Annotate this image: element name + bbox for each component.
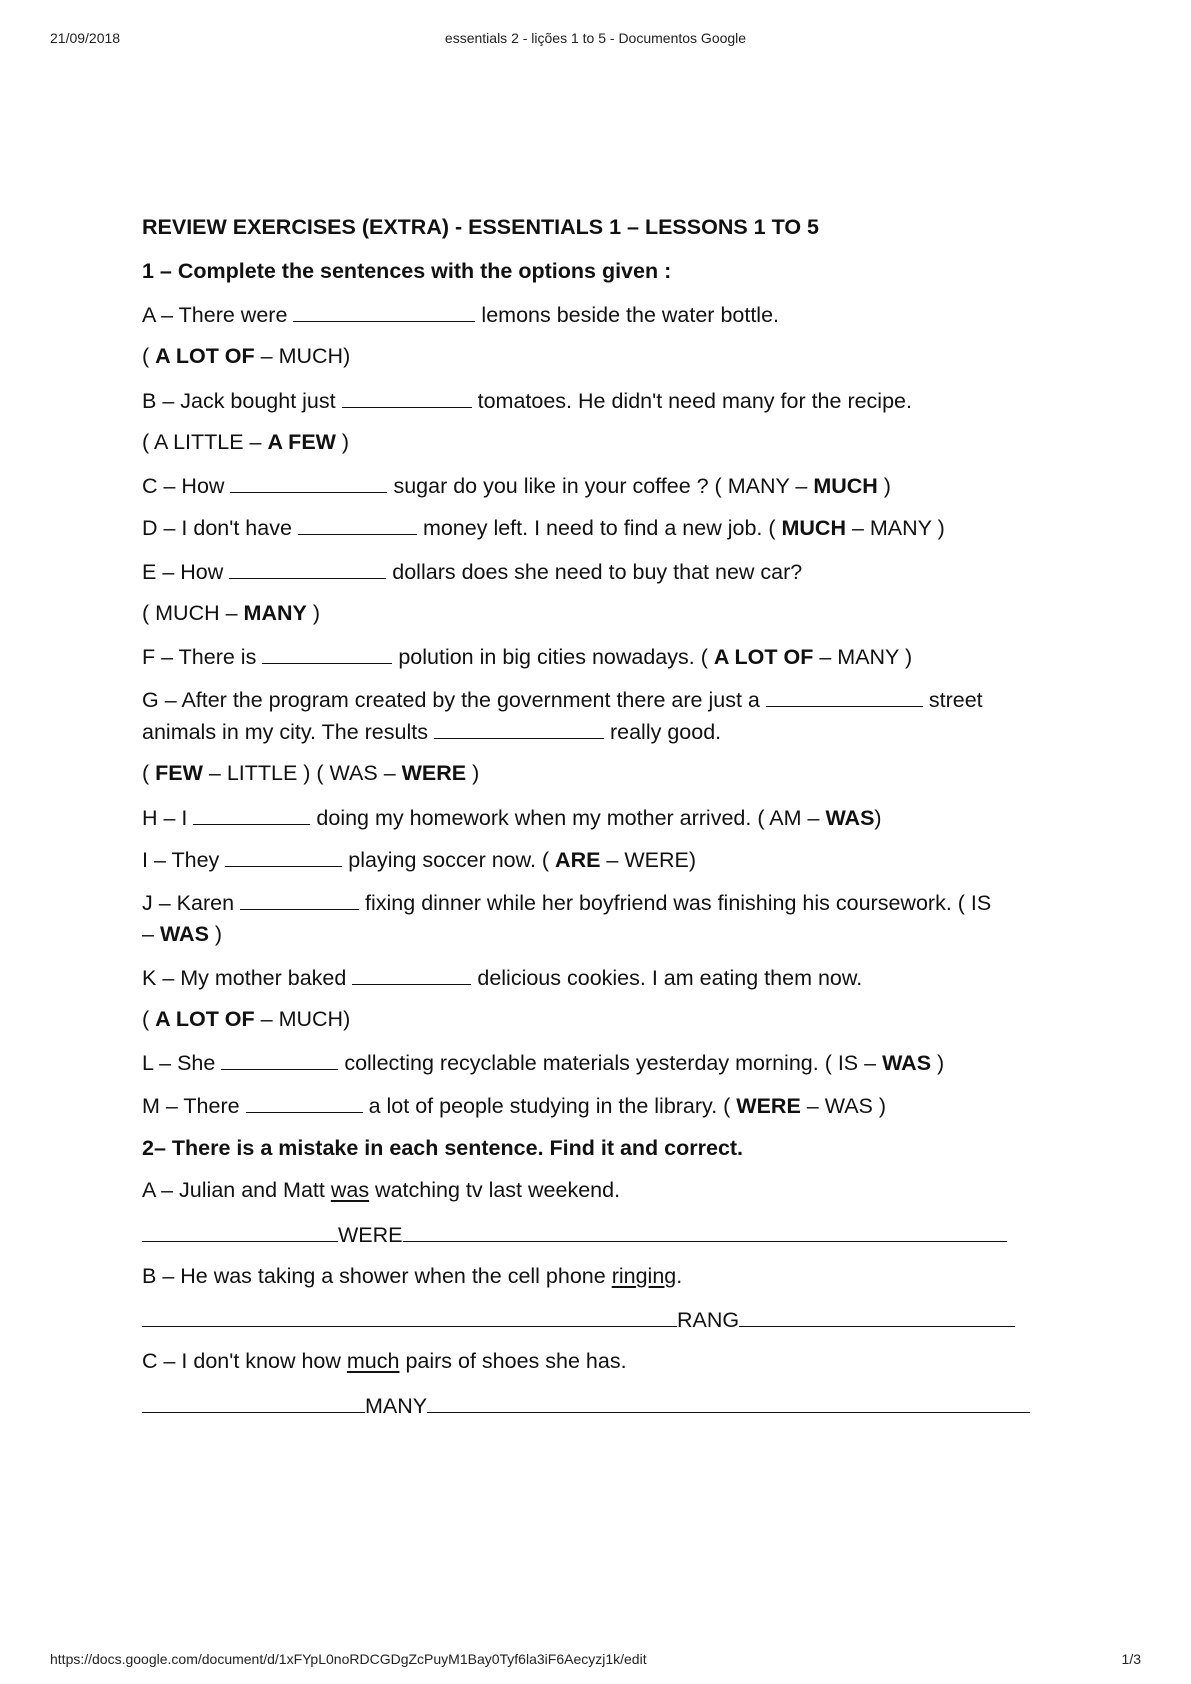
text: ) (931, 1051, 945, 1075)
text: ( (142, 1007, 156, 1031)
text: G – After the program created by the government there are just a (142, 688, 760, 712)
mistake-word: much (346, 1349, 400, 1373)
section-heading (142, 258, 671, 284)
text: ) (306, 601, 320, 625)
text: M – There (142, 1094, 240, 1118)
exercise-line (142, 1392, 1030, 1419)
bold-text: WAS (159, 922, 209, 946)
answer-line (142, 1221, 338, 1242)
text: money left. I need to find a new job. ( (422, 516, 782, 540)
exercise-line (142, 1306, 1015, 1333)
text: H – I (142, 806, 188, 830)
exercise-line (142, 343, 350, 369)
text: ) (335, 430, 350, 454)
text: pairs of shoes she has. (399, 1349, 627, 1373)
bold-text: WAS (882, 1051, 932, 1075)
text: animals in my city. The results (142, 720, 428, 744)
answer-blank (352, 964, 471, 985)
text: tomatoes. He didn't need many for the recipe. (477, 389, 912, 413)
answer-blank (221, 1049, 338, 1070)
text: – MANY ) (813, 645, 913, 669)
text: ( (142, 761, 156, 785)
answer-blank (342, 387, 472, 408)
exercise-line (142, 889, 991, 916)
text: ) (208, 922, 223, 946)
exercise-line (142, 387, 912, 414)
text: playing soccer now. ( (348, 848, 556, 872)
text: a lot of people studying in the library. ( (368, 1094, 737, 1118)
bold-text: MANY (243, 601, 307, 625)
exercise-line (142, 1348, 627, 1374)
exercise-line (142, 514, 945, 541)
exercise-line (142, 1263, 682, 1289)
exercise-line (142, 846, 696, 873)
bold-text: WERE (401, 761, 467, 785)
answer-blank (434, 718, 604, 739)
bold-text: A LOT OF (155, 344, 255, 368)
exercise-line (142, 558, 802, 585)
text: delicious cookies. I am eating them now. (477, 966, 863, 990)
answer-blank (293, 301, 475, 322)
text: ( (142, 344, 156, 368)
text: B – Jack bought just (142, 389, 336, 413)
answer-blank (298, 514, 417, 535)
mistake-word: ringing (611, 1264, 677, 1288)
document-title (142, 214, 819, 240)
text: E – How (142, 560, 224, 584)
text: sugar do you like in your coffee ? ( MANY – (393, 474, 814, 498)
text: street (928, 688, 983, 712)
text: L – She (142, 1051, 216, 1075)
exercise-line (142, 1006, 350, 1032)
bold-text: WAS (825, 806, 875, 830)
text: RANG (677, 1308, 740, 1332)
exercise-line (142, 301, 779, 328)
text: ) (874, 806, 882, 830)
bold-text: MUCH (781, 516, 846, 540)
text: lemons beside the water bottle. (481, 303, 780, 327)
exercise-line (142, 1177, 620, 1203)
text: C – I don't know how (142, 1349, 347, 1373)
text: A – Julian and Matt (142, 1178, 331, 1202)
bold-text: A LOT OF (713, 645, 814, 669)
text: – MUCH) (254, 1007, 351, 1031)
text: fixing dinner while her boyfriend was finishing his coursework. ( IS (365, 891, 992, 915)
text: collecting recyclable materials yesterday morning. ( IS – (344, 1051, 883, 1075)
answer-line (739, 1306, 1015, 1327)
text: C – How (142, 474, 225, 498)
text: I – They (142, 848, 220, 872)
print-date: 21/09/2018 (50, 30, 121, 46)
text: K – My mother baked (142, 966, 347, 990)
bold-text: A FEW (267, 430, 336, 454)
text: polution in big cities nowadays. ( (398, 645, 714, 669)
text: B – He was taking a shower when the cell phone (142, 1264, 612, 1288)
answer-blank (240, 889, 359, 910)
text: . (676, 1264, 683, 1288)
text: watching tv last weekend. (369, 1178, 621, 1202)
text: ) (466, 761, 480, 785)
exercise-line (142, 472, 891, 499)
text: A – There were (142, 303, 288, 327)
answer-line (403, 1221, 1007, 1242)
text: – MANY ) (845, 516, 945, 540)
bold-text: FEW (155, 761, 203, 785)
answer-line (142, 1306, 677, 1327)
text: dollars does she need to buy that new car? (392, 560, 803, 584)
text: D – I don't have (142, 516, 292, 540)
bold-text: 1 – Complete the sentences with the options given : (142, 259, 672, 283)
text: ( A LITTLE – (142, 430, 268, 454)
exercise-line (142, 643, 912, 670)
exercise-line (142, 1221, 1007, 1248)
text: MANY (365, 1394, 428, 1418)
answer-blank (193, 804, 310, 825)
answer-blank (246, 1092, 363, 1113)
answer-blank (230, 472, 387, 493)
exercise-line (142, 921, 222, 947)
exercise-line (142, 429, 349, 455)
section-heading (142, 1135, 743, 1161)
answer-line (427, 1392, 1030, 1413)
exercise-line (142, 1092, 886, 1119)
answer-blank (229, 558, 386, 579)
text: – WERE) (600, 848, 697, 872)
bold-text: REVIEW EXERCISES (EXTRA) - ESSENTIALS 1 – LESSONS 1 TO 5 (142, 215, 819, 239)
text: doing my homework when my mother arrived. ( AM – (316, 806, 826, 830)
bold-text: ARE (555, 848, 601, 872)
exercise-line (142, 600, 320, 626)
bold-text: WERE (736, 1094, 801, 1118)
text: F – There is (142, 645, 257, 669)
answer-blank (225, 846, 342, 867)
exercise-line (142, 718, 721, 745)
exercise-line (142, 686, 983, 713)
text: ) (877, 474, 891, 498)
text: – WAS ) (800, 1094, 887, 1118)
bold-text: 2– There is a mistake in each sentence. Find it and correct. (142, 1136, 744, 1160)
exercise-line (142, 760, 479, 786)
text: – MUCH) (254, 344, 351, 368)
answer-blank (766, 686, 923, 707)
text: J – Karen (142, 891, 235, 915)
text: – (142, 922, 160, 946)
exercise-line (142, 964, 862, 991)
text: WERE (338, 1223, 403, 1247)
answer-blank (262, 643, 392, 664)
bold-text: A LOT OF (155, 1007, 255, 1031)
print-title: essentials 2 - lições 1 to 5 - Documentos Google (444, 30, 747, 46)
exercise-line (142, 804, 882, 831)
print-url: https://docs.google.com/document/d/1xFYpL0noRDCGDgZcPuyM1Bay0Tyf6la3iF6Aecyzj1k/edit (50, 1651, 647, 1667)
answer-line (142, 1392, 365, 1413)
exercise-line (142, 1049, 944, 1076)
text: really good. (609, 720, 722, 744)
text: – LITTLE ) ( WAS – (202, 761, 402, 785)
bold-text: MUCH (813, 474, 878, 498)
mistake-word: was (330, 1178, 370, 1202)
page-number: 1/3 (1121, 1651, 1141, 1667)
text: ( MUCH – (142, 601, 244, 625)
